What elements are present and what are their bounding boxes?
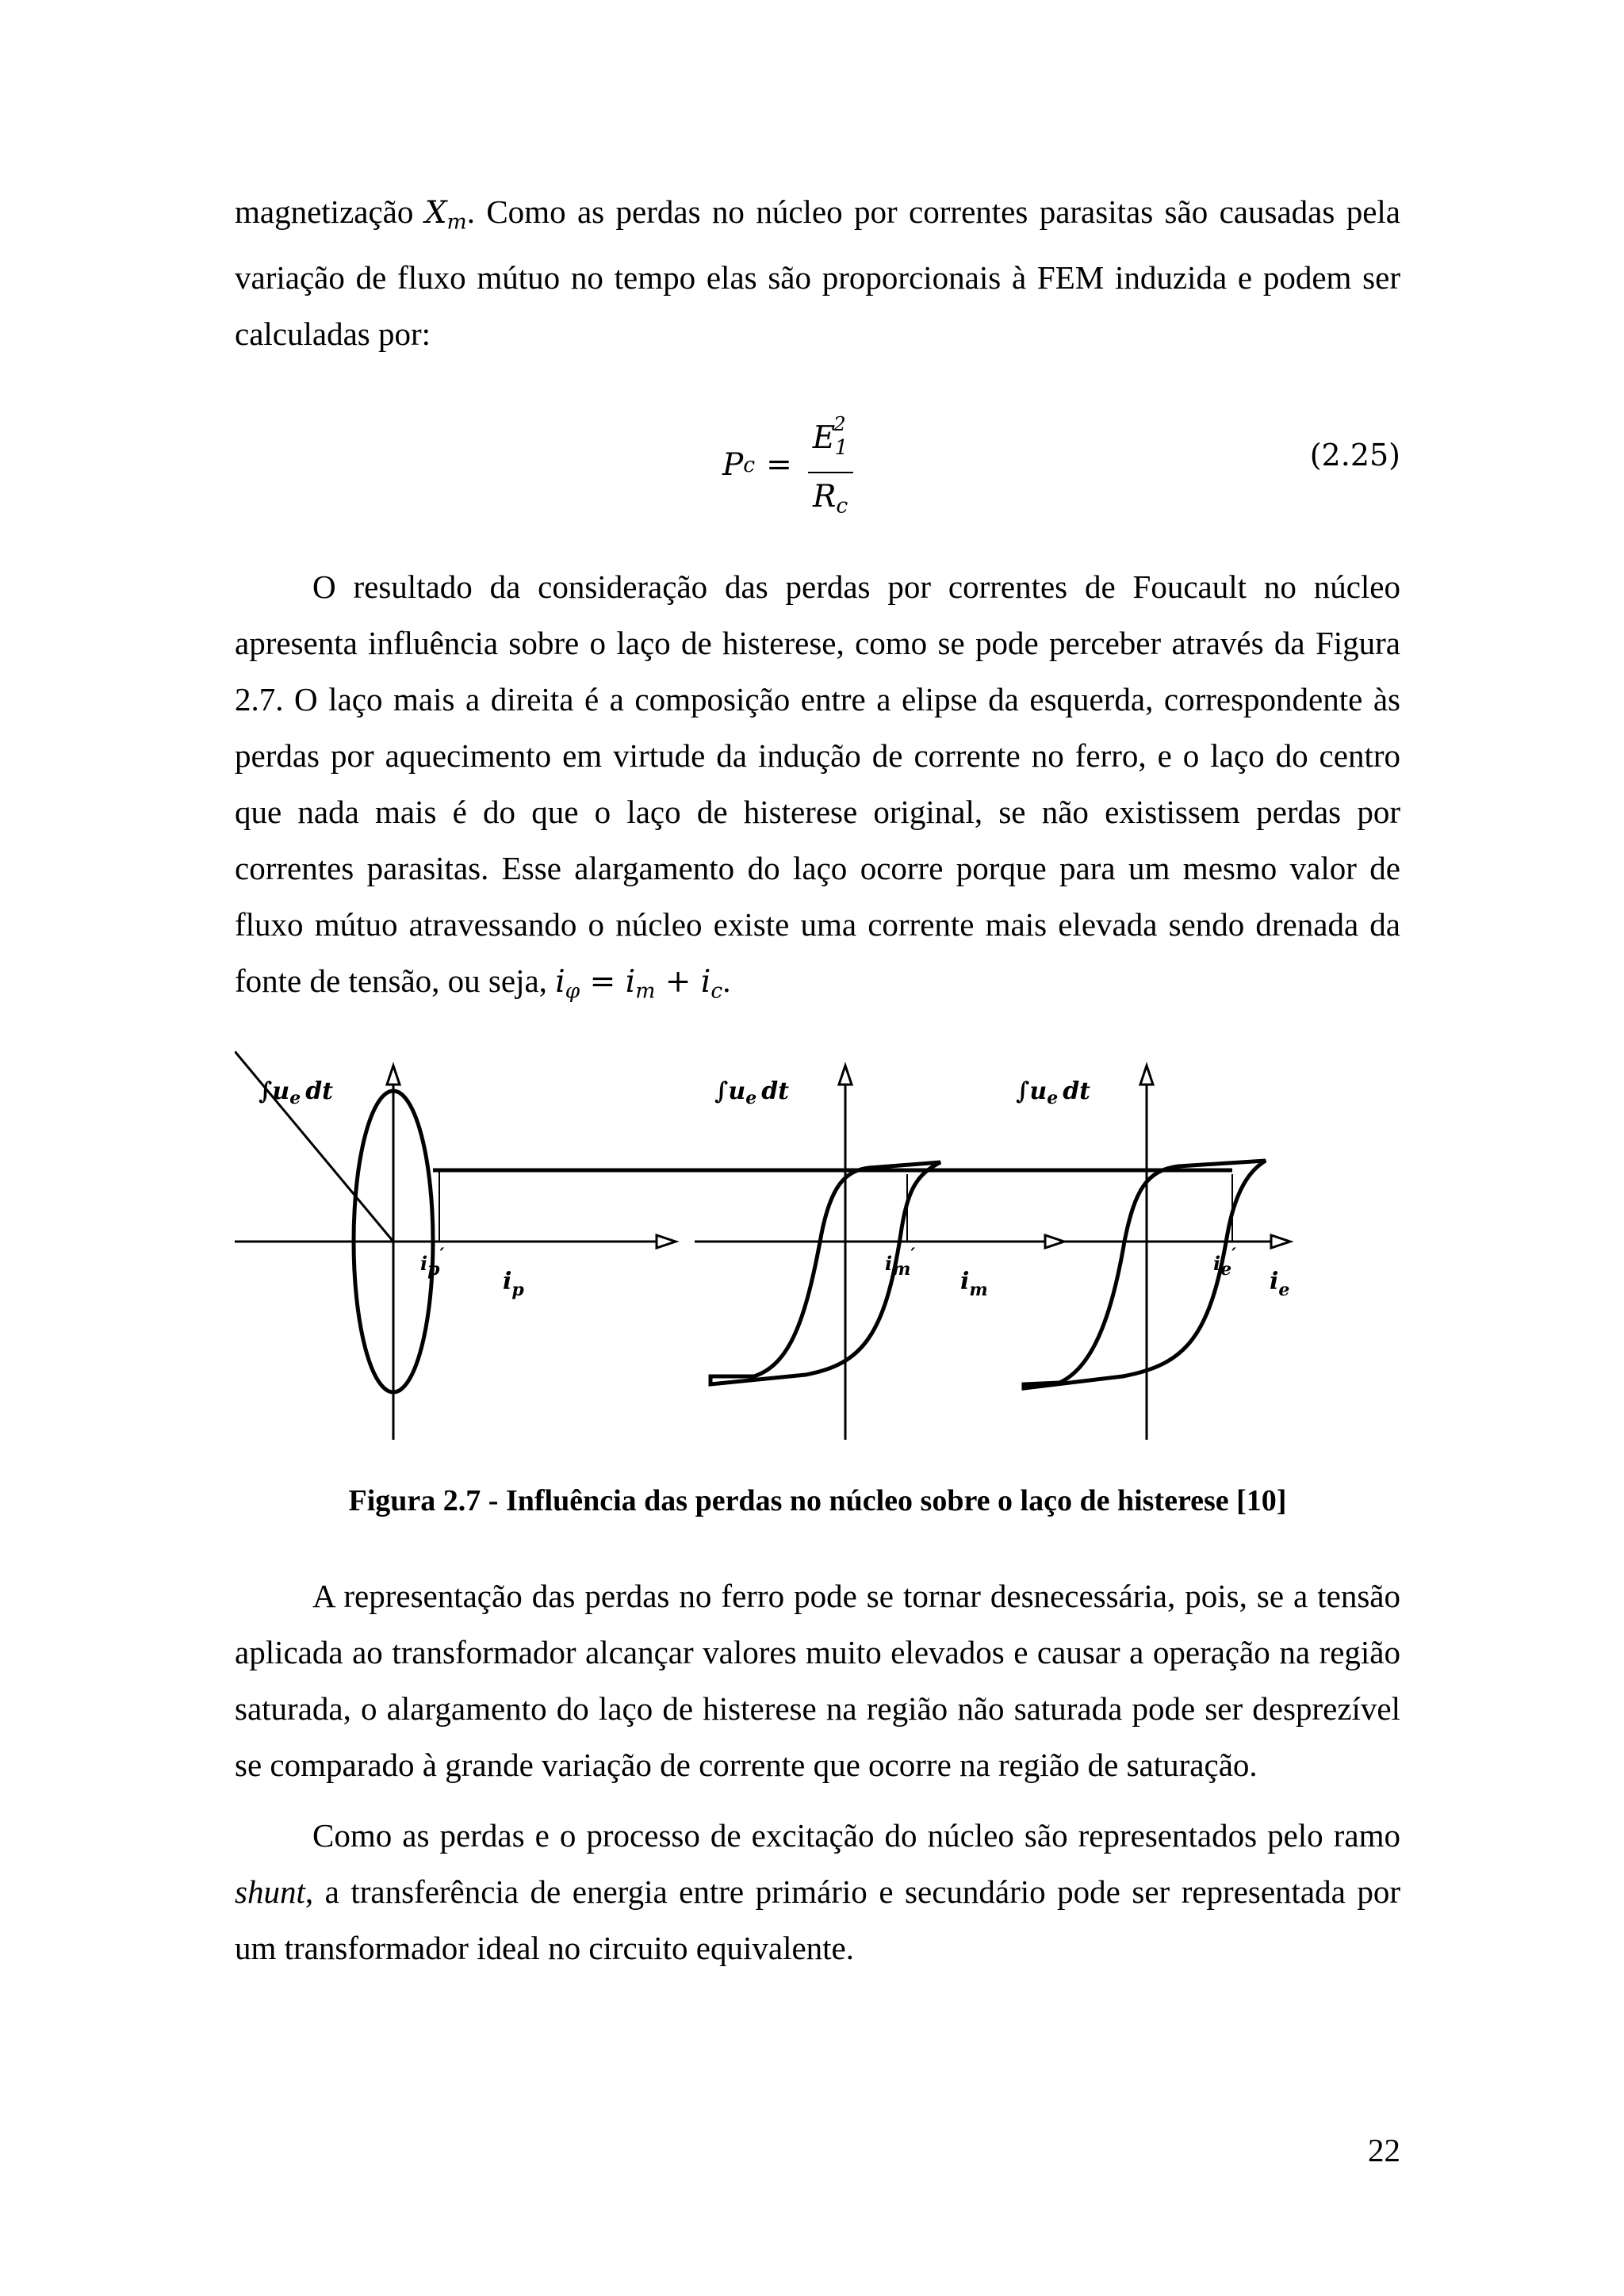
plot-1-y-label: $\int u_e$ dt bbox=[259, 1077, 334, 1108]
plot-1-labels bbox=[259, 1077, 524, 1300]
page-number: 22 bbox=[1368, 2132, 1400, 2168]
plot-1-x-label: $i_p$ bbox=[503, 1267, 524, 1300]
inline-current-equation: $i_\varphi = i_m + i_c$ bbox=[555, 964, 723, 1004]
plot-3-marker-label: ie′ bbox=[1213, 1244, 1236, 1280]
figure-2-7 bbox=[235, 1051, 1400, 1448]
plot-1-marker-label: ip′ bbox=[420, 1244, 445, 1280]
plot-3-labels bbox=[1016, 1077, 1289, 1300]
plot-1-y-arrow bbox=[387, 1066, 400, 1085]
equation-fraction: $\frac{E^2_1}{R_c}$ bbox=[808, 404, 853, 526]
plot-2-marker-label: im′ bbox=[885, 1244, 916, 1280]
hysteresis-figure bbox=[235, 1051, 1400, 1448]
paragraph-1: magnetização $X_m$. Como as perdas no núcleo por correntes parasitas são causadas pela variação de fluxo mútuo no tempo elas são proporcionais à FEM induzida e podem ser calculadas por: bbox=[235, 193, 1400, 353]
page-body bbox=[235, 184, 1400, 1976]
equation-2-25 bbox=[235, 397, 1400, 519]
equation-formula: P c = $\frac{E^2_1}{R_c}$ bbox=[722, 404, 853, 526]
paragraph-2: O resultado da consideração das perdas por correntes de Foucault no núcleo apresenta influência sobre o laço de histerese, como se pode perceber através da Figura 2.7. O laço mais a direita é a composição entre a elipse da esquerda, correspondente às perdas por aquecimento em virtude da indução de corrente no ferro, e o laço do centro que nada mais é do que o laço de histerese original, se não existissem perdas por correntes parasitas. Esse alargamento do laço ocorre porque para um mesmo valor de fluxo mútuo atravessando o núcleo existe uma corrente mais elevada sendo drenada da fonte de tensão, ou seja, $i_\varphi = i_m + i_c$. bbox=[235, 568, 1400, 1004]
plot-3-y-arrow bbox=[1140, 1066, 1153, 1085]
plot-3-x-arrow bbox=[1271, 1235, 1290, 1248]
figure-caption: Figura 2.7 - Influência das perdas no núcleo sobre o laço de histerese [10] bbox=[348, 1483, 1287, 1517]
plot-2-y-arrow bbox=[839, 1066, 852, 1085]
paragraph-4: Como as perdas e o processo de excitação do núcleo são representados pelo ramo shunt, a transferência de energia entre primário e secundário pode ser representada por um transformador ideal no circuito equivalente. bbox=[235, 1816, 1400, 1966]
equation-number: (2.25) bbox=[1309, 438, 1400, 473]
shunt-term: shunt bbox=[235, 1873, 305, 1910]
plot-3-x-label: $i_e$ bbox=[1270, 1267, 1290, 1300]
plot-2-y-label: $\int u_e$ dt bbox=[714, 1077, 790, 1108]
symbol-x-m: $X_m$ bbox=[424, 195, 467, 235]
plot-3-y-label: $\int u_e$ dt bbox=[1016, 1077, 1091, 1108]
plot-2-x-label: $i_m$ bbox=[960, 1267, 988, 1300]
paragraph-3: A representação das perdas no ferro pode se tornar desnecessária, pois, se a tensão aplicada ao transformador alcançar valores muito elevados e causar a operação na região saturada, o alargamento do laço de histerese na região não saturada pode ser desprezível se comparado à grande variação de corrente que ocorre na região de saturação. bbox=[235, 1577, 1400, 1783]
plot-2-labels bbox=[714, 1077, 988, 1300]
plot-1-x-arrow bbox=[657, 1235, 676, 1248]
